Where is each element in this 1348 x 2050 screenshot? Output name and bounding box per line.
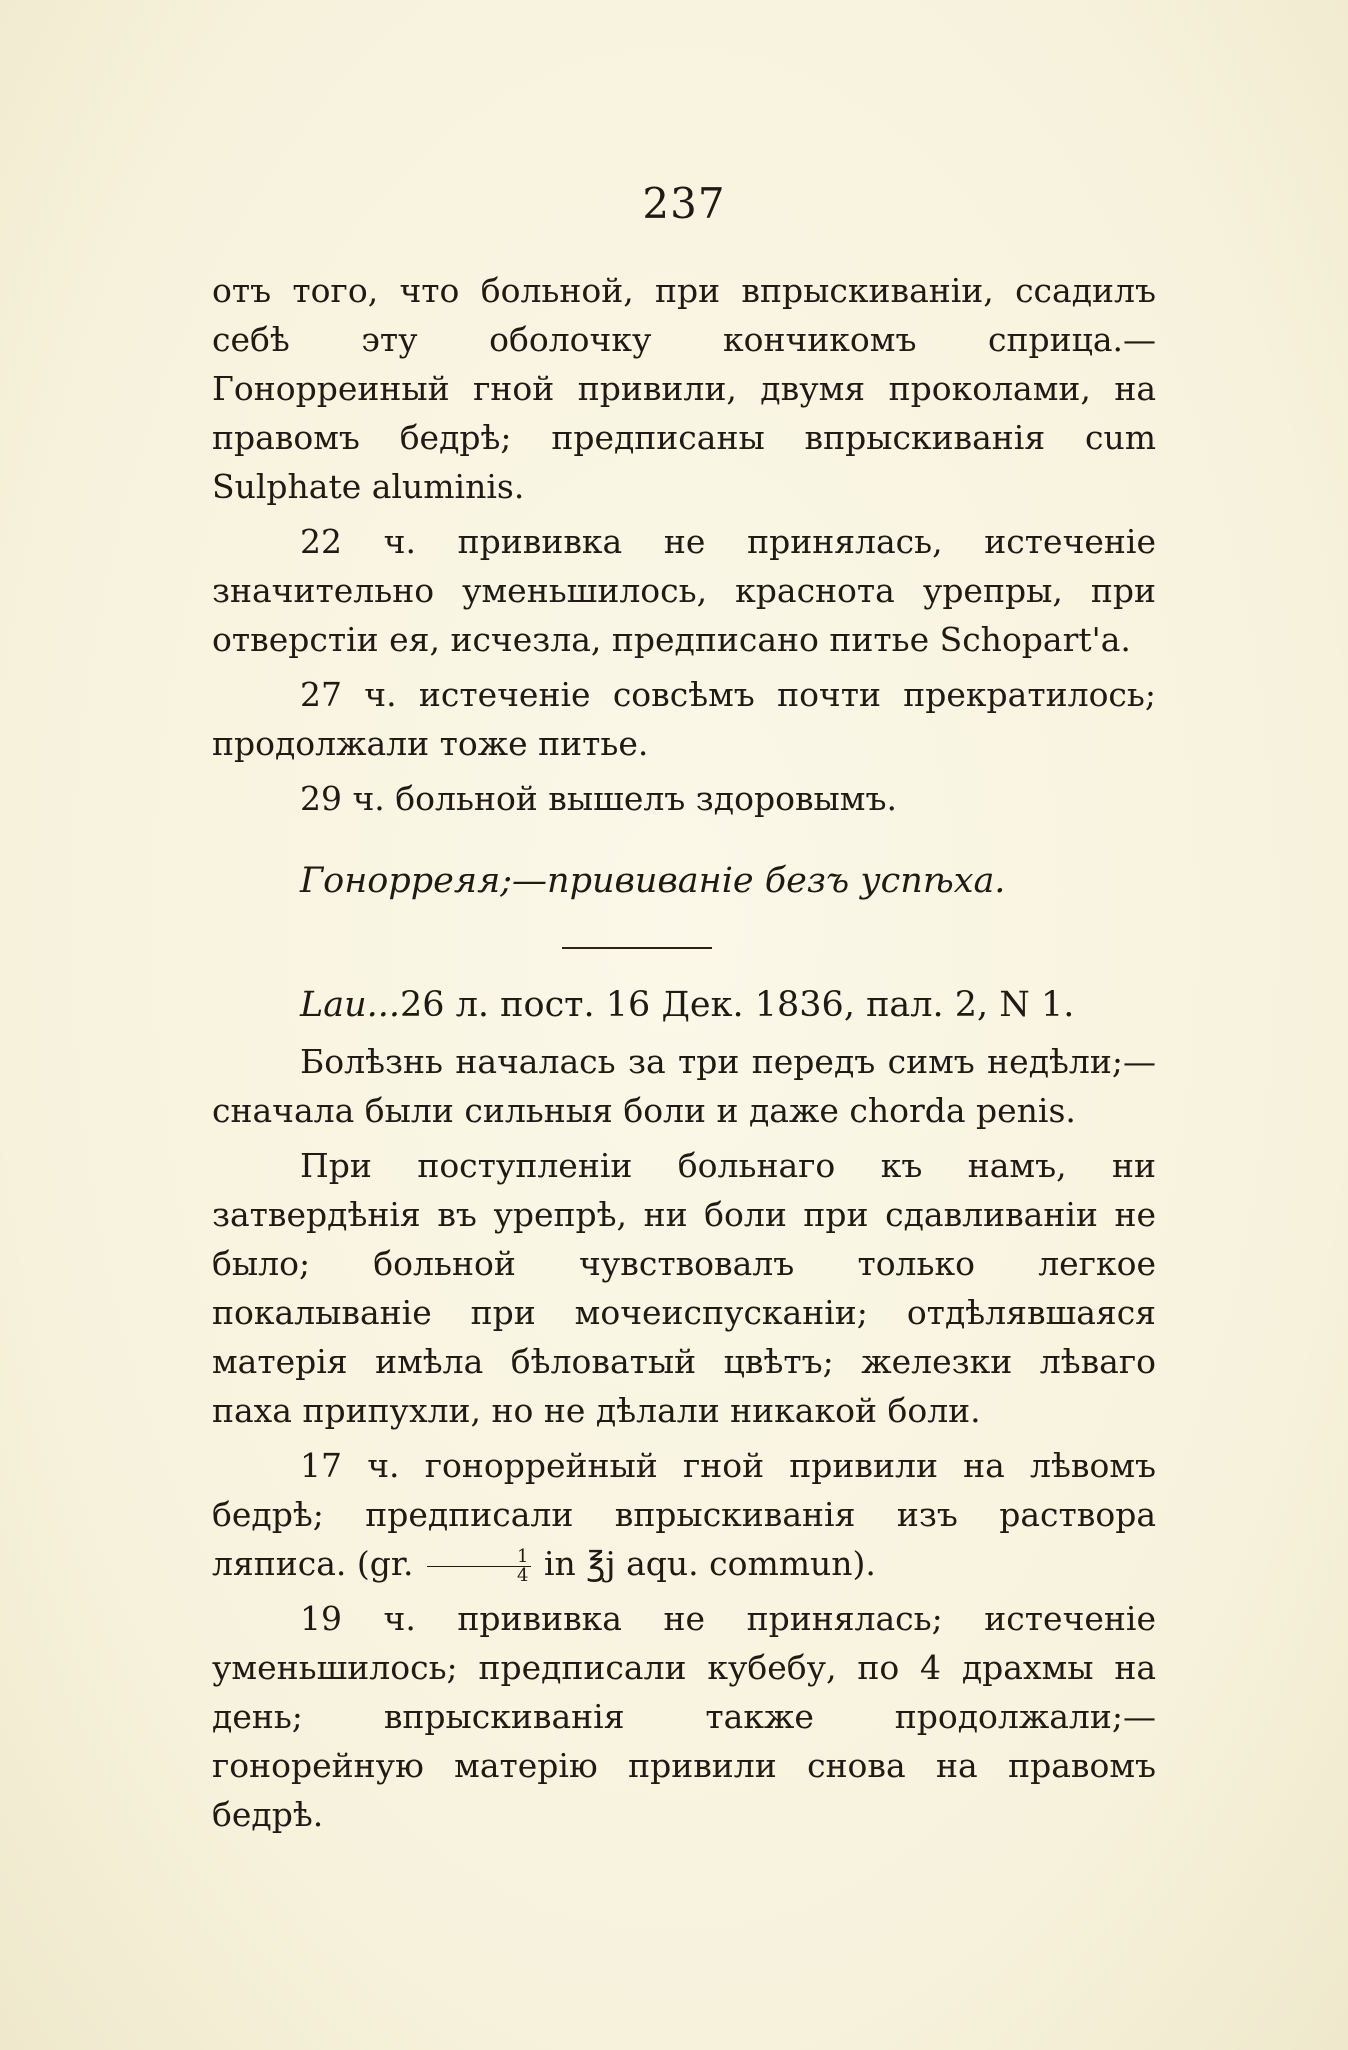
paragraph-day-29: 29 ч. больной вышелъ здоровымъ. — [300, 779, 897, 818]
page-text — [212, 178, 1156, 1839]
paragraph-admission: При поступленiи больнаго къ намъ, ни затвердѣнiя въ урепрѣ, ни боли при сдавливанiи не было; больной чувствовалъ только легкое покалыванiе при мочеиспусканiи; отдѣлявшаяся матерiя имѣла бѣловатый цвѣтъ; железки лѣваго паха припухли, но не дѣлали никакой боли. — [212, 1146, 1156, 1430]
paragraph-day-22: 22 ч. прививка не принялась, истеченiе значительно уменьшилось, краснота урепры, при отверстiи ея, исчезла, предписано питье Schopart'a. — [212, 522, 1156, 659]
section-divider — [562, 947, 712, 949]
case-details: 26 л. пост. 16 Дек. 1836, пал. 2, N 1. — [400, 985, 1075, 1025]
paragraph-history: Болѣзнь началась за три передъ симъ недѣли;—сначала были сильныя боли и даже chorda penis. — [212, 1042, 1156, 1130]
page-number: 237 — [642, 179, 726, 228]
paragraph-day-27: 27 ч. истеченiе совсѣмъ почти прекратилось; продолжали тоже питье. — [212, 675, 1156, 763]
patient-name: Lau... — [300, 985, 401, 1025]
day-17-text: 17 ч. гоноррейный гной привили на лѣвомъ бедрѣ; предписали впрыскиванiя изъ раствора ляписа. (gr. — [212, 1446, 1156, 1583]
paragraph-day-19: 19 ч. прививка не принялась; истеченiе уменьшилось; предписали кубебу, по 4 драхмы на день; впрыскиванiя также продолжали;—гонорейную матерiю привили снова на правомъ бедрѣ. — [212, 1599, 1156, 1834]
case-header — [212, 979, 1156, 1031]
paragraph-day-17 — [212, 1441, 1156, 1588]
day-17-text-end: in ℥j aqu. commun). — [544, 1544, 876, 1583]
section-heading: Гонорреяя;—прививанiе безъ успѣха. — [300, 861, 1006, 901]
paragraph-continuation: отъ того, что больной, при впрыскиванiи, ссадилъ себѣ эту оболочку кончикомъ сприца.— Гонорреиный гной привили, двумя проколами, на правомъ бедрѣ; предписаны впрыскиванiя cum Sulphate aluminis. — [212, 271, 1156, 506]
fraction-numerator: 1 — [427, 1548, 530, 1567]
fraction-quarter — [427, 1545, 530, 1586]
fraction-denominator: 4 — [517, 1564, 529, 1586]
